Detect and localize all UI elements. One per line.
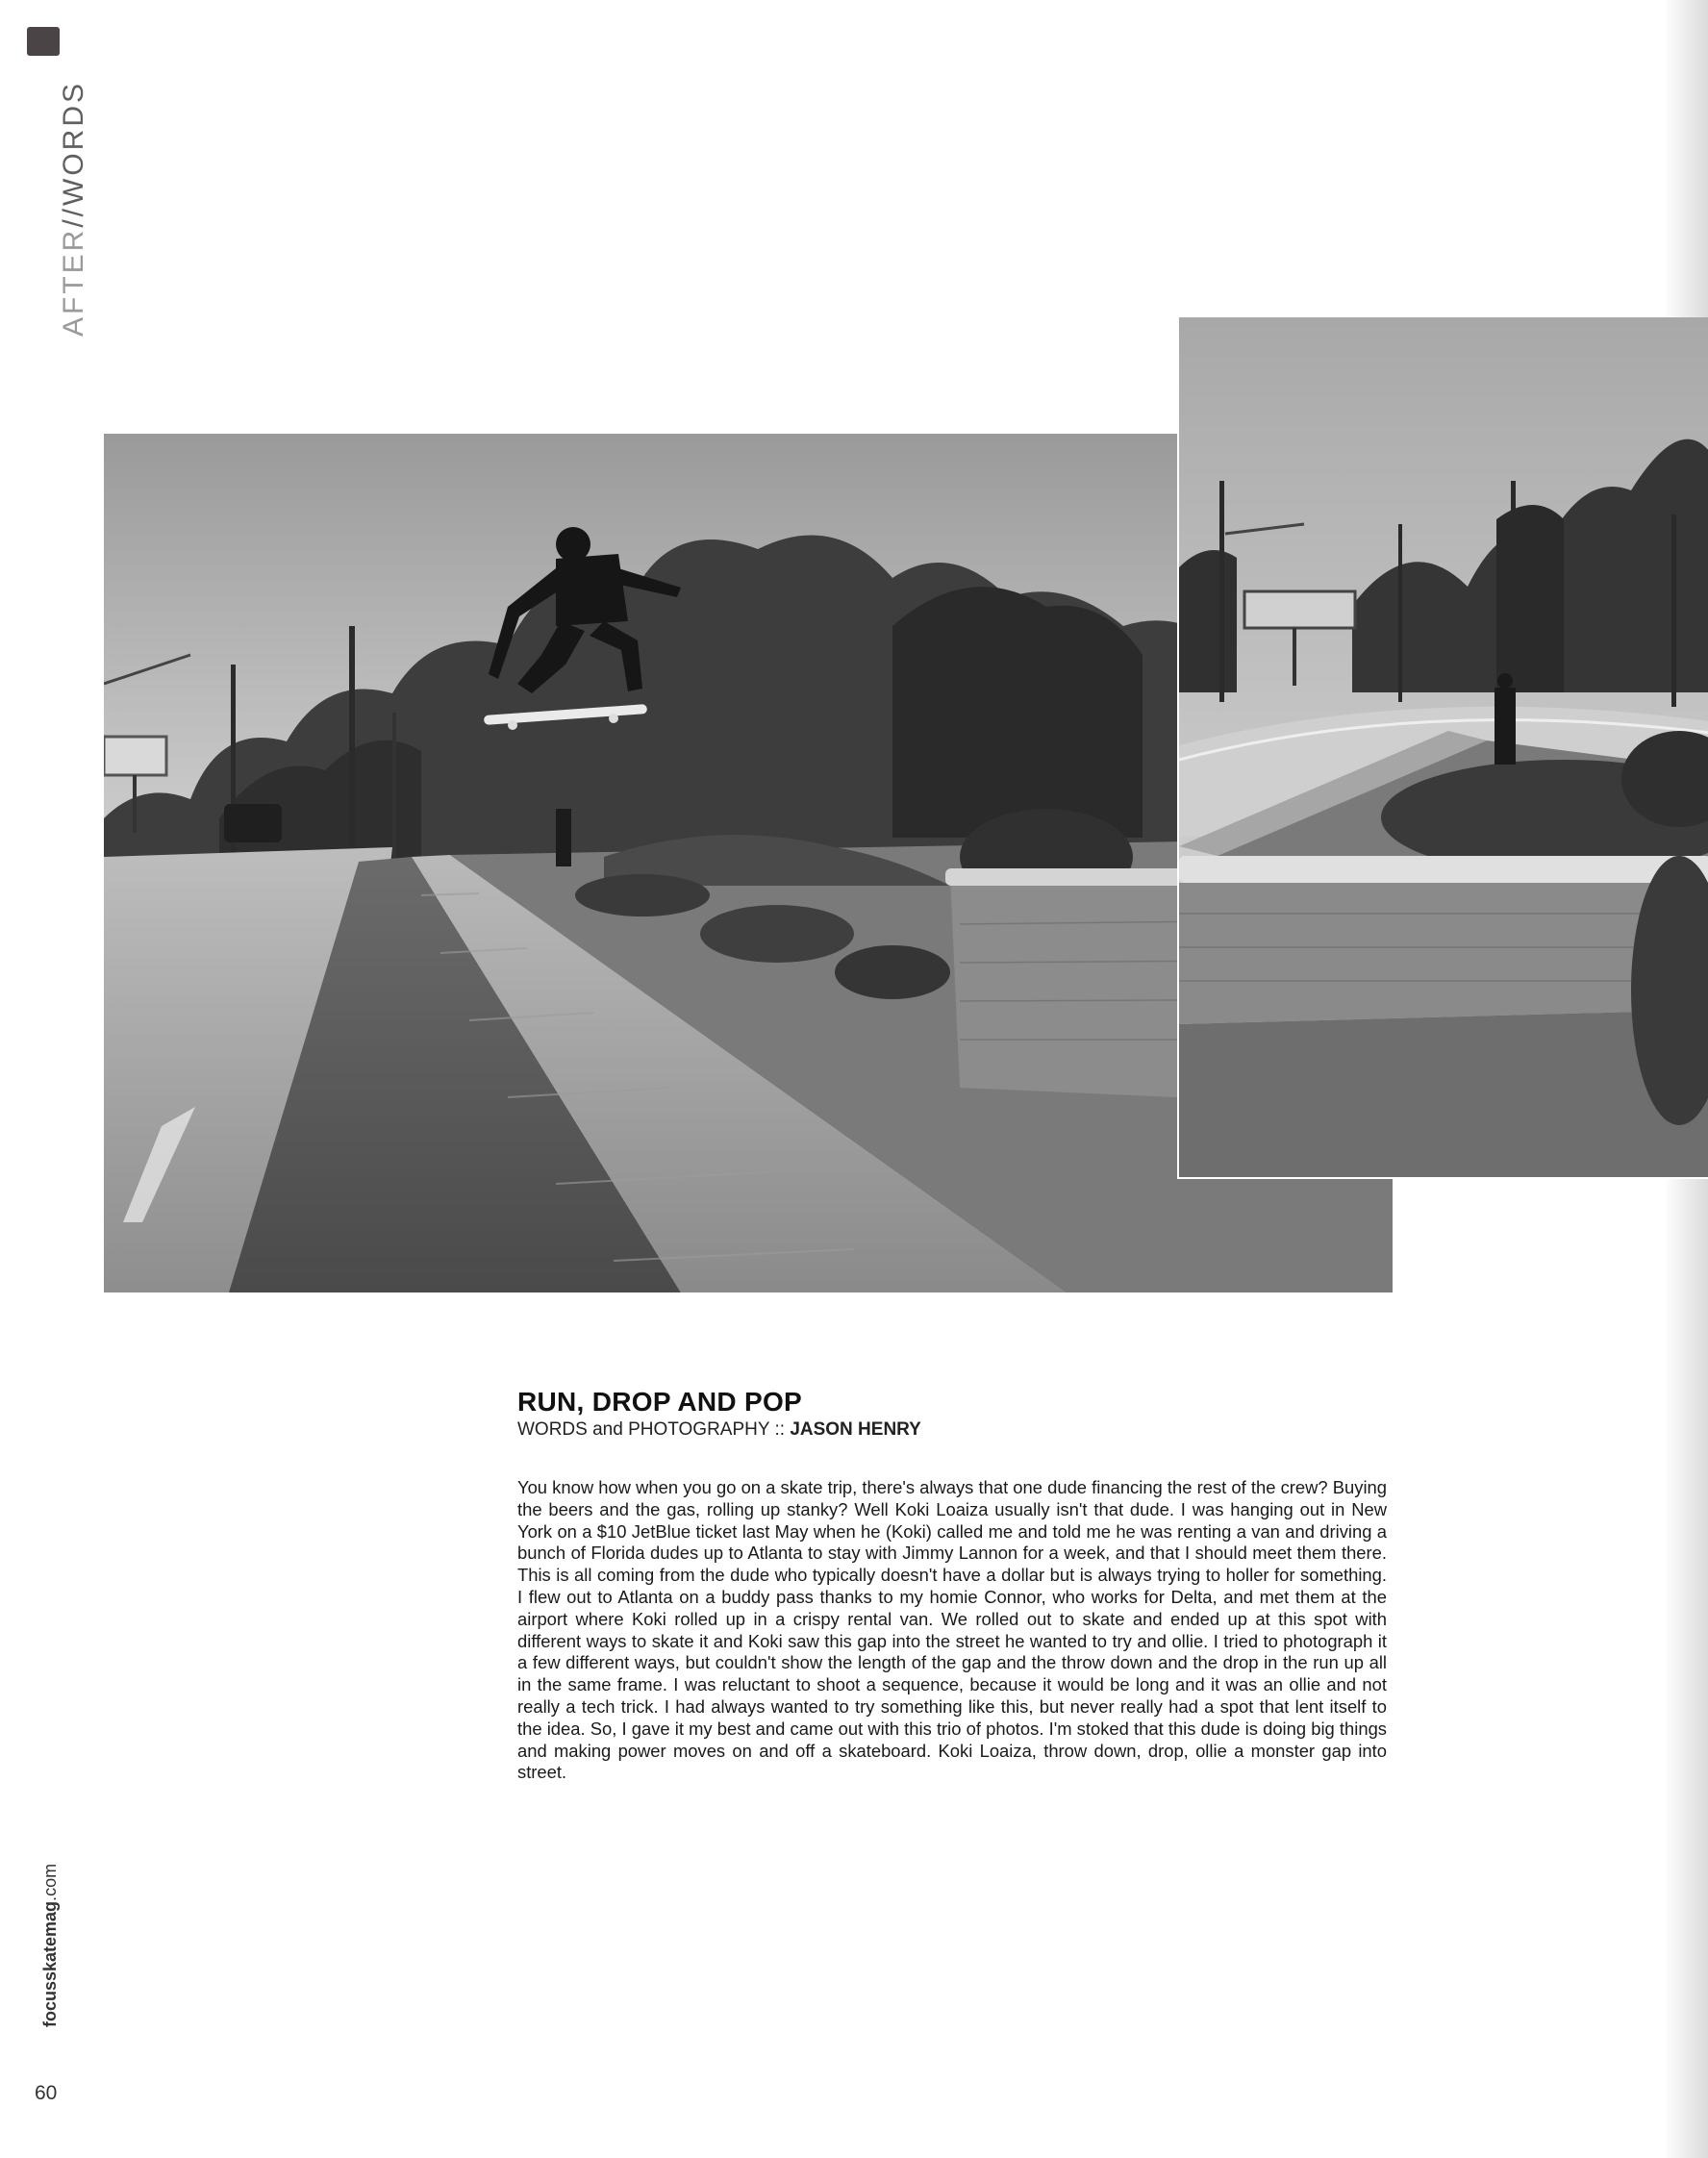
article [517, 1387, 1387, 1802]
site-url-bold: focusskatemag [40, 1900, 60, 2027]
site-url [40, 1864, 61, 2027]
section-label [58, 81, 90, 337]
section-label-after: AFTER [58, 227, 89, 337]
article-body: You know how when you go on a skate trip, there's always that one dude financing the rest of the crew? Buying the beers and the gas, rolling up stanky? Well Koki Loaiza usually isn't that dude. I was hanging out in New York on a $10 JetBlue ticket last May when he (Koki) called me and told me he was renting a van and driving a bunch of Florida dudes up to Atlanta to stay with Jimmy Lannon for a week, and that I should meet them there. This is all coming from the dude who typically doesn't have a dollar but is always trying to holler for something. I flew out to Atlanta on a buddy pass thanks to my homie Connor, who works for Delta, and met them at the airport where Koki rolled up in a crispy rental van. We rolled out to skate and ended up at this spot with different ways to skate it and Koki saw this gap into the street he wanted to try and ollie. I tried to photograph it a few different ways, but couldn't show the length of the gap and the throw down and the drop in the run up all in the same frame. I was reluctant to shoot a sequence, because it would be long and it was an ollie and not really a tech trick. I had always wanted to try something like this, but never really had a spot that lent itself to the idea. So, I gave it my best and came out with this trio of photos. I'm stoked that this dude is doing big things and making power moves on and off a skateboard. Koki Loaiza, throw down, drop, ollie a monster gap into street. [517, 1477, 1387, 1783]
article-title: RUN, DROP AND POP [517, 1387, 803, 1417]
article-byline [517, 1419, 1387, 1441]
page-number: 60 [35, 2082, 58, 2104]
byline-prefix: WORDS and PHOTOGRAPHY :: [517, 1419, 791, 1440]
right-photo-run-up [1177, 317, 1708, 1179]
section-label-separator: // [58, 205, 89, 228]
byline-author: JASON HENRY [790, 1419, 921, 1440]
site-url-suffix: .com [40, 1863, 60, 1901]
section-label-words: WORDS [58, 80, 89, 206]
section-marker-block [27, 27, 60, 56]
